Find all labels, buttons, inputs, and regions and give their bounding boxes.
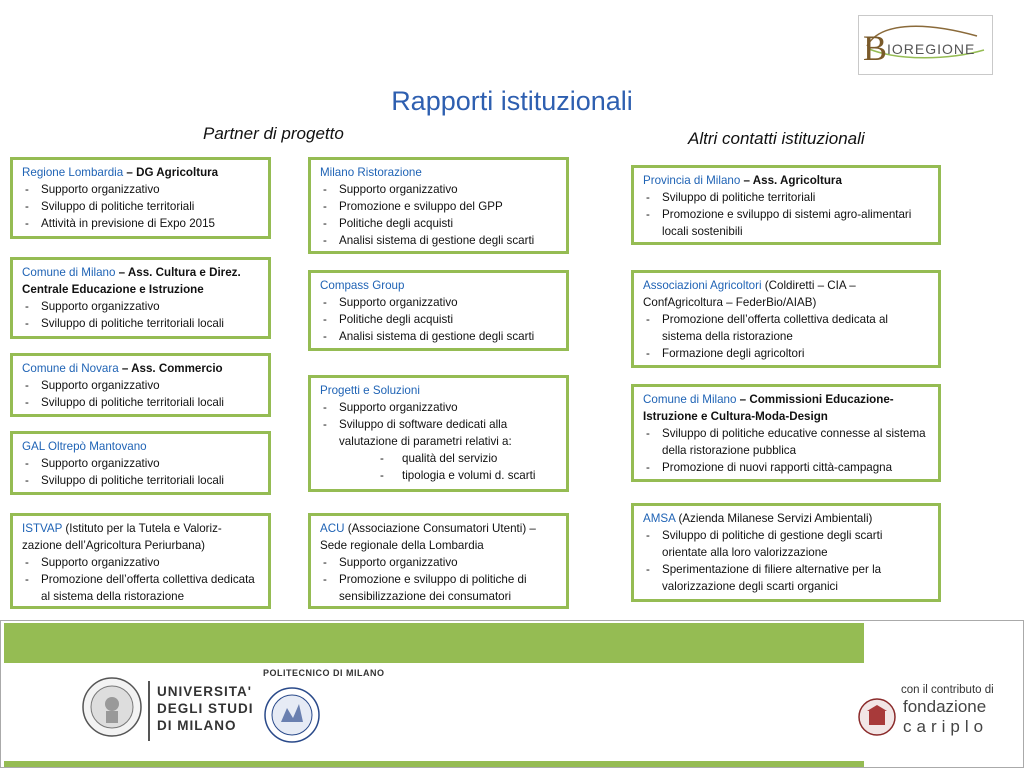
logo-initial: B (863, 28, 888, 68)
list-item: - Promozione dell’offerta collettiva dedicata al sistema della ristorazione (22, 571, 259, 605)
list-item: - Supporto organizzativo (320, 554, 557, 571)
list-item: - Politiche degli acquisti (320, 311, 557, 328)
card-org-detail: – Ass. Commercio (118, 362, 223, 375)
sub-list-item: - tipologia e volumi d. scarti (320, 467, 557, 484)
list-item: - Supporto organizzativo (22, 181, 259, 198)
card-org: Comune di Milano (22, 266, 116, 279)
list-item: - Supporto organizzativo (22, 298, 259, 315)
card-org-detail: (Associazione Consumatori Utenti) – Sede regionale della Lombardia (320, 522, 536, 552)
sub-list-item: - qualità del servizio (320, 450, 557, 467)
card-org: AMSA (643, 512, 676, 525)
card-org-detail: – Ass. Cultura e Direz. Centrale Educazione e Istruzione (22, 266, 241, 296)
list-item: - Supporto organizzativo (22, 554, 259, 571)
card-acu (308, 513, 569, 609)
card-org-detail: (Azienda Milanese Servizi Ambientali) (675, 512, 873, 525)
list-item: - Supporto organizzativo (320, 294, 557, 311)
card-provincia-milano (631, 165, 941, 245)
card-org: Compass Group (320, 279, 405, 292)
list-item: - Sviluppo di politiche di gestione degli scarti orientate alla loro valorizzazione (643, 527, 929, 561)
heading-partner: Partner di progetto (203, 124, 344, 143)
list-item: - Promozione e sviluppo di sistemi agro-alimentari locali sostenibili (643, 206, 929, 240)
card-org: Comune di Novara (22, 362, 119, 375)
card-org-detail: (Istituto per la Tutela e Valoriz-zazione dell’Agricoltura Periurbana) (22, 522, 222, 552)
card-org: GAL Oltrepò Mantovano (22, 440, 147, 453)
card-org: Progetti e Soluzioni (320, 384, 420, 397)
list-item: - Formazione degli agricoltori (643, 345, 929, 362)
card-regione-lombardia (10, 157, 271, 239)
list-item: - Sviluppo di politiche territoriali locali (22, 472, 259, 489)
list-item: - Promozione e sviluppo del GPP (320, 198, 557, 215)
list-item: - Sviluppo di politiche territoriali locali (22, 394, 259, 411)
list-item: - Sviluppo di politiche educative connesse al sistema della ristorazione pubblica (643, 425, 929, 459)
unimi-seal-icon (81, 676, 143, 743)
list-item: - Supporto organizzativo (22, 455, 259, 472)
card-comune-novara (10, 353, 271, 417)
card-comune-milano-cultura (10, 257, 271, 339)
card-org: Associazioni Agricoltori (643, 279, 762, 292)
list-item: - Sviluppo di politiche territoriali (643, 189, 929, 206)
card-org: Comune di Milano (643, 393, 737, 406)
bioregione-logo (858, 15, 993, 75)
unimi-name (157, 683, 254, 734)
list-item: - Supporto organizzativo (320, 181, 557, 198)
list-item: - Supporto organizzativo (22, 377, 259, 394)
card-amsa (631, 503, 941, 602)
page-title: Rapporti istituzionali (391, 86, 633, 116)
card-org: ISTVAP (22, 522, 63, 535)
logo-text: IOREGIONE (887, 41, 976, 57)
card-milano-ristorazione (308, 157, 569, 254)
list-item: - Analisi sistema di gestione degli scarti (320, 232, 557, 249)
card-org: Regione Lombardia (22, 166, 124, 179)
card-org: ACU (320, 522, 345, 535)
unimi-line: UNIVERSITA' (157, 684, 252, 699)
footer-green-band (4, 623, 864, 663)
polimi-seal-icon (263, 686, 321, 749)
card-org-detail: (Coldiretti – CIA – ConfAgricoltura – FederBio/AIAB) (643, 279, 856, 309)
contributo-text: con il contributo di (901, 684, 994, 696)
card-org-detail: – DG Agricoltura (123, 166, 219, 179)
footer-sponsors (0, 620, 1024, 768)
unimi-line: DEGLI STUDI (157, 701, 254, 716)
list-item: - Promozione e sviluppo di politiche di sensibilizzazione dei consumatori (320, 571, 557, 605)
card-org-detail: – Commissioni Educazione-Istruzione e Cultura-Moda-Design (643, 393, 894, 423)
list-item: - Sviluppo di politiche territoriali locali (22, 315, 259, 332)
list-item: - Politiche degli acquisti (320, 215, 557, 232)
cariplo-text: cariplo (903, 717, 989, 736)
polimi-name: POLITECNICO DI MILANO (263, 668, 385, 678)
card-gal-oltrepo (10, 431, 271, 495)
card-org: Provincia di Milano (643, 174, 741, 187)
unimi-divider (148, 681, 150, 741)
footer-green-line (4, 761, 864, 767)
heading-altri: Altri contatti istituzionali (688, 129, 865, 148)
cariplo-emblem-icon (857, 697, 897, 742)
list-item: - Supporto organizzativo (320, 399, 557, 416)
list-item: - Attività in previsione di Expo 2015 (22, 215, 259, 232)
fondazione-text: fondazione (903, 697, 987, 716)
list-item: - Promozione dell’offerta collettiva dedicata al sistema della ristorazione (643, 311, 929, 345)
list-item: - Sviluppo di politiche territoriali (22, 198, 259, 215)
list-item: - Analisi sistema di gestione degli scarti (320, 328, 557, 345)
list-item: - Sviluppo di software dedicati alla valutazione di parametri relativi a: (320, 416, 557, 450)
card-org-detail: – Ass. Agricoltura (740, 174, 842, 187)
card-org: Milano Ristorazione (320, 166, 422, 179)
list-item: - Sperimentazione di filiere alternative per la valorizzazione degli scarti organici (643, 561, 929, 595)
card-istvap (10, 513, 271, 609)
unimi-line: DI MILANO (157, 718, 237, 733)
card-compass-group (308, 270, 569, 351)
list-item: - Promozione di nuovi rapporti città-campagna (643, 459, 929, 476)
card-associazioni-agricoltori (631, 270, 941, 368)
card-progetti-soluzioni (308, 375, 569, 492)
card-comune-milano-commissioni (631, 384, 941, 482)
